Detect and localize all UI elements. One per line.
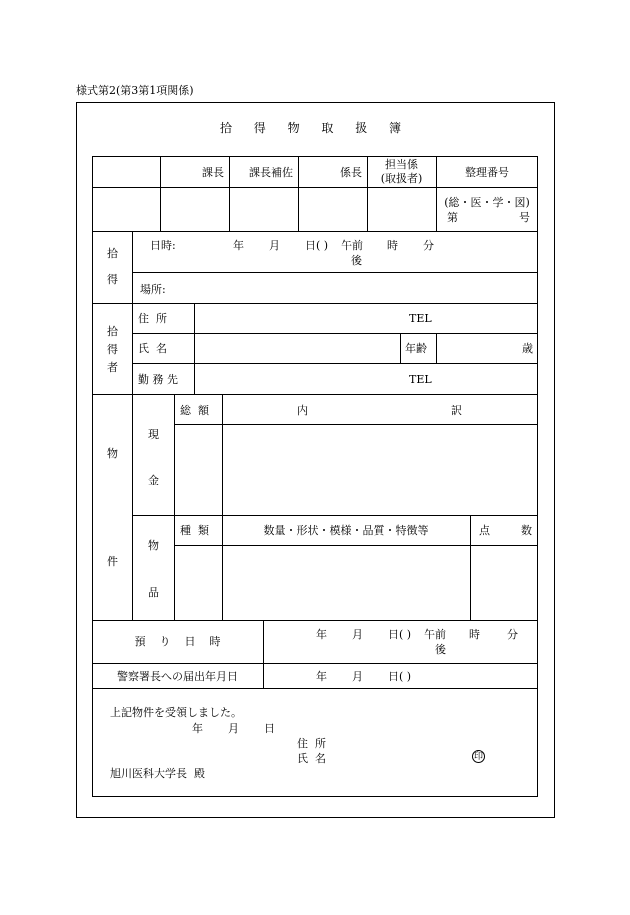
finder-name-field[interactable] bbox=[196, 335, 398, 362]
goods-count-field[interactable] bbox=[472, 547, 536, 619]
deposit-minute: 分 bbox=[507, 628, 518, 641]
deposit-label: 預 り 日 時 bbox=[134, 635, 221, 648]
police-report-label: 警察署長への届出年月日 bbox=[117, 670, 238, 683]
finder-age-field[interactable] bbox=[438, 335, 518, 362]
deposit-year: 年 bbox=[316, 628, 327, 641]
form-title: 拾 得 物 取 扱 簿 bbox=[219, 121, 411, 135]
police-year: 年 bbox=[316, 670, 327, 683]
table-rule bbox=[92, 663, 538, 664]
finder-address-label: 住 所 bbox=[138, 312, 167, 325]
finder-name-label: 氏 名 bbox=[138, 342, 167, 355]
pickup-pm: 後 bbox=[351, 254, 362, 267]
pickup-day: 日( ) bbox=[305, 239, 329, 252]
breakdown-label-left: 内 bbox=[297, 404, 308, 417]
deposit-hour: 時 bbox=[469, 628, 480, 641]
reg-types: (総・医・学・図) bbox=[444, 196, 530, 209]
form-code: 様式第2(第3第1項関係) bbox=[76, 84, 194, 97]
table-rule bbox=[92, 394, 538, 395]
cash-breakdown-field[interactable] bbox=[224, 426, 536, 514]
receipt-month: 月 bbox=[228, 722, 239, 735]
table-rule bbox=[92, 303, 538, 304]
group-chief-label: 係長 bbox=[340, 166, 362, 179]
receipt-name-label: 氏 名 bbox=[297, 752, 326, 765]
finder-label-1: 拾 bbox=[107, 325, 118, 338]
pickup-label-1: 拾 bbox=[107, 247, 118, 260]
finder-tel-label: TEL bbox=[409, 312, 432, 325]
section-chief-label: 課長 bbox=[202, 166, 224, 179]
cash-label-1: 現 bbox=[148, 428, 159, 441]
pickup-datetime-label: 日時: bbox=[150, 239, 176, 252]
table-rule bbox=[263, 620, 264, 688]
handler-label-1: 担当係 bbox=[385, 158, 418, 171]
finder-age-unit: 歳 bbox=[522, 342, 533, 355]
reg-go: 号 bbox=[519, 211, 530, 224]
approval-stamp-2[interactable] bbox=[230, 188, 298, 231]
table-rule bbox=[92, 620, 538, 621]
item-label-1: 物 bbox=[107, 447, 118, 460]
receipt-text: 上記物件を受領しました。 bbox=[110, 706, 242, 719]
approval-stamp-4[interactable] bbox=[368, 188, 436, 231]
table-rule bbox=[92, 231, 538, 232]
breakdown-label-right: 訳 bbox=[451, 404, 462, 417]
table-rule bbox=[132, 363, 538, 364]
police-day: 日( ) bbox=[388, 670, 412, 683]
table-rule bbox=[400, 333, 401, 363]
goods-count-label-left: 点 bbox=[479, 524, 490, 537]
finder-work-tel-label: TEL bbox=[409, 373, 432, 386]
finder-address-field[interactable] bbox=[196, 305, 396, 332]
table-rule bbox=[194, 303, 195, 394]
deposit-day: 日( ) bbox=[388, 628, 412, 641]
pickup-place-field[interactable] bbox=[180, 274, 536, 302]
reg-dai: 第 bbox=[447, 211, 458, 224]
table-rule bbox=[174, 424, 538, 425]
finder-label-3: 者 bbox=[107, 361, 118, 374]
receipt-addressee: 旭川医科大学長 殿 bbox=[110, 767, 205, 780]
handler-label-2: (取扱者) bbox=[380, 172, 423, 185]
approval-stamp-1[interactable] bbox=[161, 188, 229, 231]
approval-stamp-3[interactable] bbox=[299, 188, 367, 231]
goods-label-2: 品 bbox=[148, 586, 159, 599]
goods-count-label-right: 数 bbox=[521, 524, 532, 537]
seal-mark: 印 bbox=[473, 752, 483, 762]
goods-kind-label: 種 類 bbox=[180, 524, 209, 537]
table-rule bbox=[132, 272, 538, 273]
police-month: 月 bbox=[352, 670, 363, 683]
table-rule bbox=[132, 394, 133, 620]
pickup-place-label: 場所: bbox=[140, 283, 166, 296]
reg-no-label: 整理番号 bbox=[465, 166, 509, 179]
pickup-am: 午前 bbox=[341, 239, 363, 252]
goods-kind-field[interactable] bbox=[176, 547, 221, 619]
table-rule bbox=[222, 394, 223, 620]
table-rule bbox=[436, 333, 437, 363]
deposit-pm: 後 bbox=[435, 643, 446, 656]
deputy-chief-label: 課長補佐 bbox=[249, 166, 293, 179]
deposit-am: 午前 bbox=[424, 628, 446, 641]
finder-work-label: 勤 務 先 bbox=[138, 373, 178, 386]
receipt-address-label: 住 所 bbox=[297, 737, 326, 750]
receipt-day: 日 bbox=[264, 722, 275, 735]
pickup-label-2: 得 bbox=[107, 273, 118, 286]
pickup-month: 月 bbox=[269, 239, 280, 252]
table-rule bbox=[132, 515, 538, 516]
goods-desc-label: 数量・形状・模様・品質・特徴等 bbox=[263, 524, 429, 537]
pickup-minute: 分 bbox=[423, 239, 434, 252]
receipt-year: 年 bbox=[192, 722, 203, 735]
table-rule bbox=[92, 688, 538, 689]
cash-label-2: 金 bbox=[148, 474, 159, 487]
finder-age-label: 年齢 bbox=[405, 342, 427, 355]
pickup-year: 年 bbox=[233, 239, 244, 252]
deposit-month: 月 bbox=[352, 628, 363, 641]
goods-desc-field[interactable] bbox=[224, 547, 469, 619]
cash-total-field[interactable] bbox=[176, 426, 221, 514]
table-rule bbox=[132, 303, 133, 394]
table-rule bbox=[132, 231, 133, 303]
table-rule bbox=[174, 545, 538, 546]
goods-label-1: 物 bbox=[148, 539, 159, 552]
table-rule bbox=[174, 394, 175, 620]
finder-work-field[interactable] bbox=[196, 365, 396, 393]
table-rule bbox=[470, 515, 471, 620]
cash-total-label: 総 額 bbox=[180, 404, 209, 417]
item-label-2: 件 bbox=[107, 555, 118, 568]
pickup-hour: 時 bbox=[387, 239, 398, 252]
table-rule bbox=[132, 333, 538, 334]
finder-label-2: 得 bbox=[107, 343, 118, 356]
